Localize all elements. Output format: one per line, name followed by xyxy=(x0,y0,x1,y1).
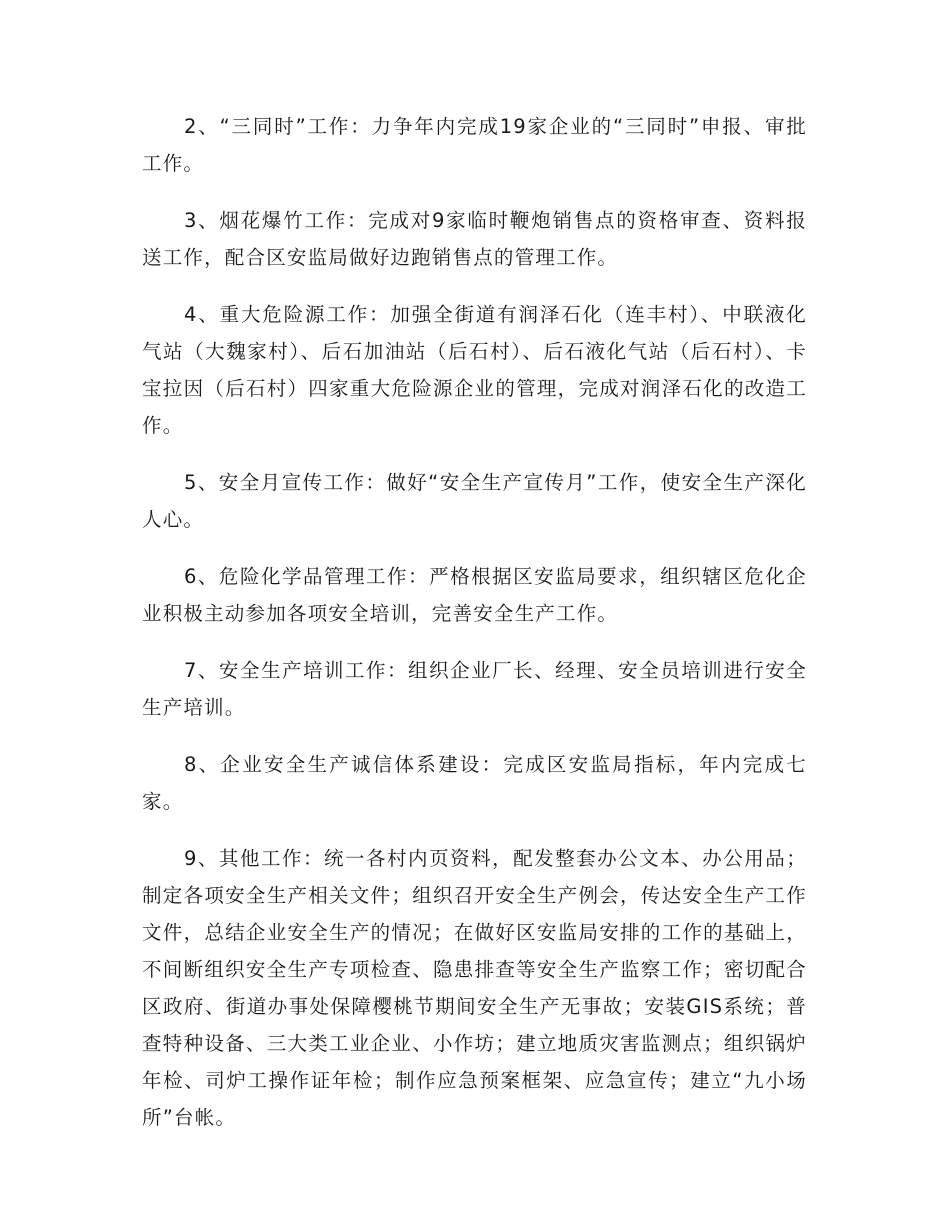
paragraph-item-9: 9、其他工作：统一各村内页资料，配发整套办公文本、办公用品；制定各项安全生产相关文件；组织召开安全生产例会，传达安全生产工作文件，总结企业安全生产的情况；在做好区安监局安排的工作的基础上，不间断组织安全生产专项检查、隐患排查等安全生产监察工作；密切配合区政府、街道办事处保障樱桃节期间安全生产无事故；安装GIS系统；普查特种设备、三大类工业企业、小作坊；建立地质灾害监测点；组织锅炉年检、司炉工操作证年检；制作应急预案框架、应急宣传；建立“九小场所”台帐。 xyxy=(142,847,807,1129)
paragraph-item-3: 3、烟花爆竹工作：完成对9家临时鞭炮销售点的资格审查、资料报送工作，配合区安监局做好边跑销售点的管理工作。 xyxy=(142,209,807,269)
paragraph-item-7: 7、安全生产培训工作：组织企业厂长、经理、安全员培训进行安全生产培训。 xyxy=(142,659,807,719)
document-page xyxy=(142,108,807,1156)
paragraph-item-5: 5、安全月宣传工作：做好“安全生产宣传月”工作，使安全生产深化人心。 xyxy=(142,471,807,531)
paragraph-item-8: 8、企业安全生产诚信体系建设：完成区安监局指标，年内完成七家。 xyxy=(142,753,807,813)
paragraph-item-6: 6、危险化学品管理工作：严格根据区安监局要求，组织辖区危化企业积极主动参加各项安全培训，完善安全生产工作。 xyxy=(142,565,807,625)
paragraph-item-2: 2、“三同时”工作：力争年内完成19家企业的“三同时”申报、审批工作。 xyxy=(142,115,807,175)
paragraph-item-4: 4、重大危险源工作：加强全街道有润泽石化（连丰村）、中联液化气站（大魏家村）、后石加油站（后石村）、后石液化气站（后石村）、卡宝拉因（后石村）四家重大危险源企业的管理，完成对润泽石化的改造工作。 xyxy=(142,303,807,437)
